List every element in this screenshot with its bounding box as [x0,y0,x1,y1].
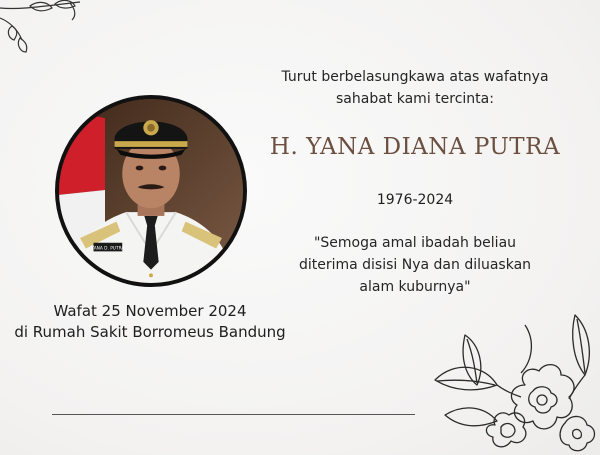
flower-bouquet-icon [425,305,600,455]
prayer-line-2: diterima disisi Nya dan diluaskan [298,257,532,273]
signature-line [52,414,415,415]
prayer-quote [270,232,560,298]
name-tag-text: YANA D. PUTRA [91,246,125,252]
prayer-line-1: "Semoga amal ibadah beliau [313,235,517,251]
intro-line-2: sahabat kami tercinta: [336,91,494,107]
portrait-photo [55,95,247,287]
deceased-name: H. YANA DIANA PUTRA [269,134,561,160]
prayer-line-3: alam kuburnya" [359,279,471,295]
life-years: 1976-2024 [376,192,454,208]
death-date: Wafat 25 November 2024 [53,302,247,320]
floral-sprig-icon [0,0,90,60]
condolence-intro [250,66,580,110]
intro-line-1: Turut berbelasungkawa atas wafatnya [281,69,549,85]
portrait-illustration [59,99,243,283]
death-info [0,301,300,343]
death-place: di Rumah Sakit Borromeus Bandung [14,323,286,341]
